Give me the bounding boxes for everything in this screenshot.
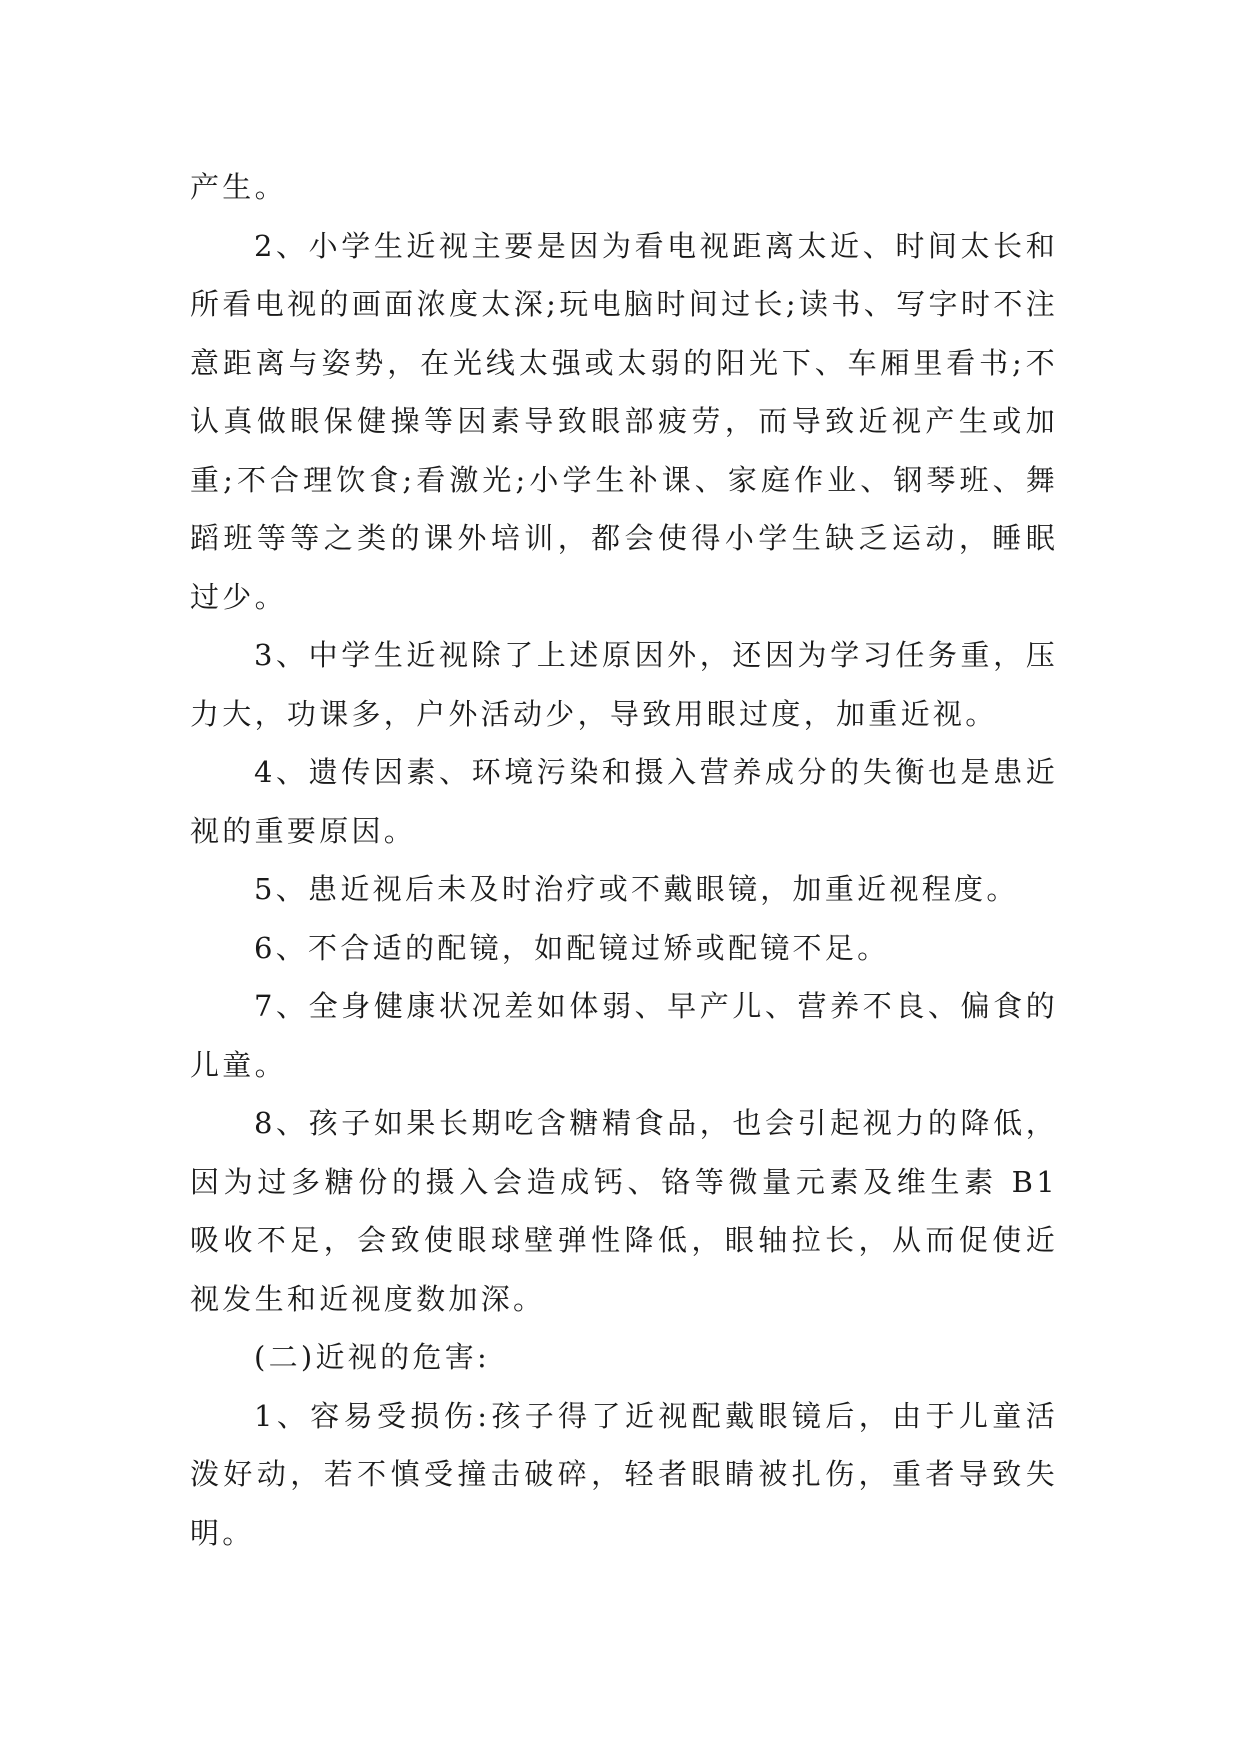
- paragraph-item-7: 7、全身健康状况差如体弱、早产儿、营养不良、偏食的儿童。: [190, 989, 1058, 1082]
- document-body: [190, 158, 1058, 1562]
- section-heading-hazards: (二)近视的危害:: [254, 1340, 491, 1374]
- paragraph-item-3: 3、中学生近视除了上述原因外，还因为学习任务重，压力大，功课多，户外活动少，导致用眼过度，加重近视。: [190, 638, 1058, 731]
- paragraph-item-2: 2、小学生近视主要是因为看电视距离太近、时间太长和所看电视的画面浓度太深;玩电脑时间过长;读书、写字时不注意距离与姿势，在光线太强或太弱的阳光下、车厢里看书;不认真做眼保健操等因素导致眼部疲劳，而导致近视产生或加重;不合理饮食;看激光;小学生补课、家庭作业、钢琴班、舞蹈班等等之类的课外培训，都会使得小学生缺乏运动，睡眠过少。: [190, 228, 1058, 614]
- paragraph-item-6: 6、不合适的配镜，如配镜过矫或配镜不足。: [254, 930, 890, 965]
- paragraph-item-4: 4、遗传因素、环境污染和摄入营养成分的失衡也是患近视的重要原因。: [190, 755, 1058, 848]
- paragraph-item-5: 5、患近视后未及时治疗或不戴眼镜，加重近视程度。: [254, 872, 1019, 906]
- paragraph-item-8: 8、孩子如果长期吃含糖精食品，也会引起视力的降低，因为过多糖份的摄入会造成钙、铬等微量元素及维生素 B1 吸收不足，会致使眼球壁弹性降低，眼轴拉长，从而促使近视发生和近视度数加深。: [190, 1106, 1058, 1316]
- paragraph-hazard-1: 1、容易受损伤:孩子得了近视配戴眼镜后，由于儿童活泼好动，若不慎受撞击破碎，轻者眼睛被扎伤，重者导致失明。: [190, 1398, 1058, 1550]
- paragraph-continuation: 产生。: [190, 170, 287, 204]
